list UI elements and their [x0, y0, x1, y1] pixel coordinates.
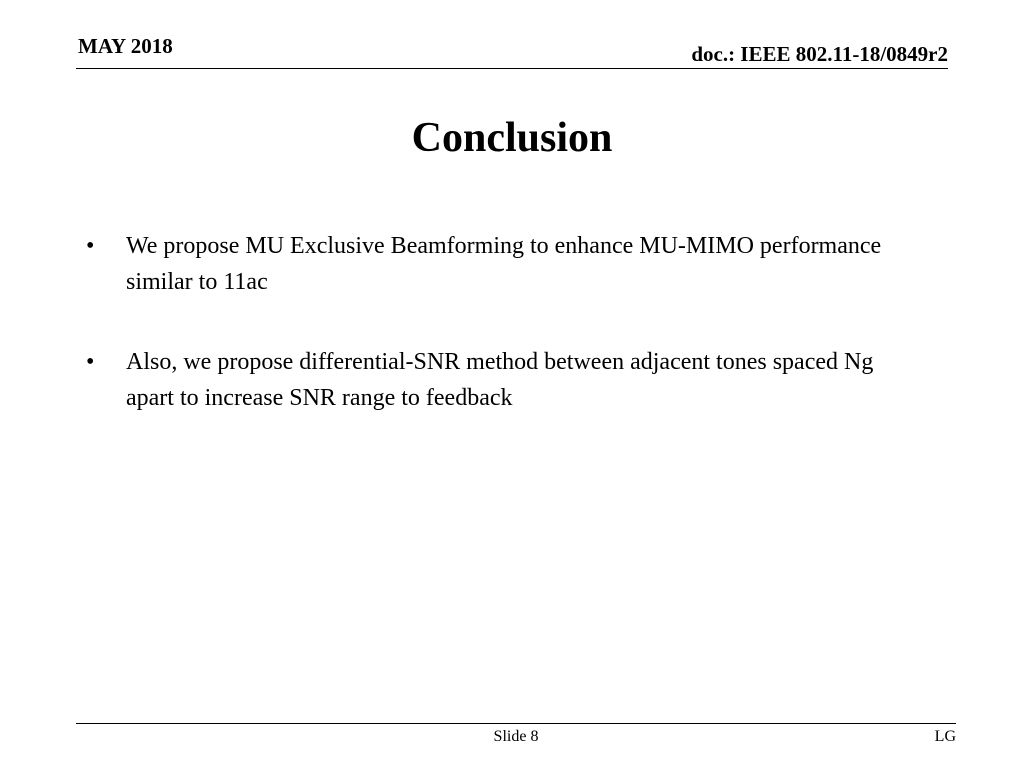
- footer-author: LG: [934, 728, 956, 745]
- bullet-item: [86, 228, 916, 300]
- slide-number: Slide 8: [493, 728, 539, 745]
- footer-divider: [76, 723, 956, 724]
- header-date: MAY 2018: [78, 34, 173, 58]
- bullet-text: Also, we propose differential-SNR method between adjacent tones spaced Ng apart to increase SNR range to feedback: [126, 349, 874, 411]
- bullet-icon: •: [86, 233, 95, 259]
- header-divider: [76, 68, 948, 69]
- slide-title: Conclusion: [411, 115, 613, 161]
- header-doc-id: doc.: IEEE 802.11-18/0849r2: [691, 42, 948, 66]
- bullet-item: [86, 344, 916, 416]
- bullet-icon: •: [86, 349, 95, 375]
- bullet-text: We propose MU Exclusive Beamforming to enhance MU-MIMO performance similar to 11ac: [126, 233, 882, 295]
- bullet-list: [86, 228, 916, 460]
